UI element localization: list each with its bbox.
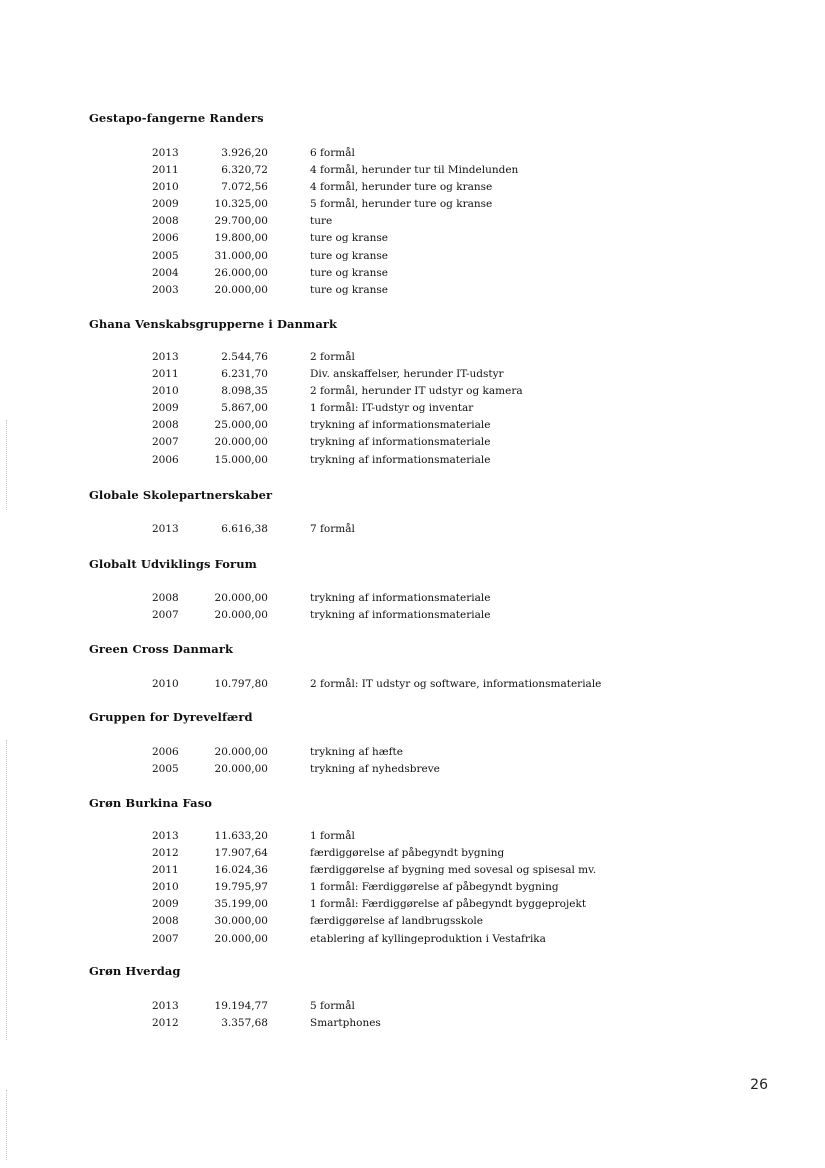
purpose-cell: trykning af informationsmateriale — [310, 592, 491, 604]
org-title: Green Cross Danmark — [89, 642, 234, 656]
purpose-cell: 1 formål: Færdiggørelse af påbegyndt bygning — [310, 881, 559, 894]
purpose-cell: 7 formål — [310, 523, 355, 535]
org-title: Globale Skolepartnerskaber — [89, 488, 273, 502]
amount-cell: 10.325,00 — [214, 198, 268, 211]
org-title: Grøn Burkina Faso — [89, 796, 213, 810]
year-cell: 2007 — [152, 436, 179, 449]
margin-mark — [6, 1090, 8, 1160]
grant-table — [0, 828, 825, 948]
purpose-cell: ture og kranse — [310, 232, 388, 245]
amount-cell: 6.616,38 — [221, 523, 268, 535]
table-row — [0, 845, 825, 862]
amount-cell: 20.000,00 — [214, 763, 268, 776]
table-row — [0, 162, 825, 179]
amount-cell: 31.000,00 — [214, 249, 268, 262]
year-cell: 2008 — [152, 215, 179, 228]
purpose-cell: 1 formål — [310, 830, 355, 842]
grant-table — [0, 676, 825, 693]
year-cell: 2008 — [152, 419, 179, 432]
amount-cell: 30.000,00 — [214, 915, 268, 928]
table-row — [0, 590, 825, 607]
table-row — [0, 607, 825, 624]
purpose-cell: Div. anskaffelser, herunder IT-udstyr — [310, 368, 504, 381]
table-row — [0, 179, 825, 196]
year-cell: 2008 — [152, 915, 179, 928]
year-cell: 2011 — [152, 164, 179, 177]
table-row — [0, 452, 825, 469]
year-cell: 2012 — [152, 847, 179, 860]
purpose-cell: 2 formål: IT udstyr og software, informationsmateriale — [310, 678, 602, 690]
table-row — [0, 998, 825, 1015]
year-cell: 2010 — [152, 385, 179, 398]
amount-cell: 29.700,00 — [214, 215, 268, 228]
amount-cell: 11.633,20 — [214, 830, 268, 842]
table-row — [0, 383, 825, 400]
amount-cell: 3.926,20 — [221, 147, 268, 159]
year-cell: 2005 — [152, 763, 179, 776]
amount-cell: 35.199,00 — [214, 898, 268, 911]
year-cell: 2013 — [152, 147, 179, 159]
year-cell: 2009 — [152, 402, 179, 415]
table-row — [0, 862, 825, 879]
year-cell: 2007 — [152, 609, 179, 622]
table-row — [0, 230, 825, 247]
purpose-cell: trykning af nyhedsbreve — [310, 763, 440, 776]
amount-cell: 8.098,35 — [221, 385, 268, 398]
purpose-cell: 1 formål: Færdiggørelse af påbegyndt byggeprojekt — [310, 898, 587, 911]
year-cell: 2013 — [152, 523, 179, 535]
purpose-cell: trykning af informationsmateriale — [310, 419, 491, 432]
amount-cell: 2.544,76 — [221, 351, 268, 363]
amount-cell: 6.320,72 — [221, 164, 268, 177]
grant-table — [0, 744, 825, 778]
grant-table — [0, 998, 825, 1032]
grant-table — [0, 145, 825, 299]
purpose-cell: trykning af hæfte — [310, 746, 403, 758]
amount-cell: 26.000,00 — [214, 266, 268, 279]
amount-cell: 20.000,00 — [214, 609, 268, 622]
page-number: 26 — [750, 1077, 768, 1093]
year-cell: 2010 — [152, 181, 179, 194]
purpose-cell: 4 formål, herunder ture og kranse — [310, 181, 493, 194]
purpose-cell: ture og kranse — [310, 283, 388, 296]
year-cell: 2013 — [152, 830, 179, 842]
purpose-cell: ture — [310, 215, 333, 228]
year-cell: 2013 — [152, 1000, 179, 1012]
table-row — [0, 417, 825, 434]
amount-cell: 17.907,64 — [214, 847, 268, 860]
year-cell: 2011 — [152, 368, 179, 381]
amount-cell: 10.797,80 — [214, 678, 268, 690]
table-row — [0, 282, 825, 299]
table-row — [0, 1015, 825, 1032]
purpose-cell: 5 formål, herunder ture og kranse — [310, 198, 493, 211]
purpose-cell: 6 formål — [310, 147, 355, 159]
table-row — [0, 744, 825, 761]
purpose-cell: trykning af informationsmateriale — [310, 609, 491, 622]
year-cell: 2012 — [152, 1017, 179, 1030]
purpose-cell: færdiggørelse af påbegyndt bygning — [310, 847, 505, 860]
table-row — [0, 931, 825, 948]
table-row — [0, 213, 825, 230]
year-cell: 2010 — [152, 881, 179, 894]
org-title: Ghana Venskabsgrupperne i Danmark — [89, 317, 338, 331]
year-cell: 2009 — [152, 198, 179, 211]
table-row — [0, 521, 825, 538]
purpose-cell: ture og kranse — [310, 249, 388, 262]
table-row — [0, 879, 825, 896]
purpose-cell: færdiggørelse af landbrugsskole — [310, 915, 483, 928]
amount-cell: 20.000,00 — [214, 283, 268, 296]
table-row — [0, 366, 825, 383]
table-row — [0, 913, 825, 930]
year-cell: 2005 — [152, 249, 179, 262]
amount-cell: 6.231,70 — [221, 368, 268, 381]
purpose-cell: Smartphones — [310, 1017, 381, 1030]
amount-cell: 20.000,00 — [214, 592, 268, 604]
table-row — [0, 676, 825, 693]
table-row — [0, 400, 825, 417]
grant-table — [0, 521, 825, 538]
purpose-cell: 1 formål: IT-udstyr og inventar — [310, 402, 474, 415]
grant-table — [0, 590, 825, 624]
year-cell: 2007 — [152, 932, 179, 945]
table-row — [0, 761, 825, 778]
amount-cell: 19.194,77 — [214, 1000, 268, 1012]
purpose-cell: 2 formål — [310, 351, 355, 363]
purpose-cell: trykning af informationsmateriale — [310, 453, 491, 466]
purpose-cell: etablering af kyllingeproduktion i Vestafrika — [310, 932, 546, 945]
table-row — [0, 434, 825, 451]
purpose-cell: trykning af informationsmateriale — [310, 436, 491, 449]
org-title: Gruppen for Dyrevelfærd — [89, 710, 253, 724]
grant-table — [0, 349, 825, 469]
org-title: Grøn Hverdag — [89, 964, 181, 978]
amount-cell: 5.867,00 — [221, 402, 268, 415]
purpose-cell: ture og kranse — [310, 266, 388, 279]
table-row — [0, 248, 825, 265]
amount-cell: 3.357,68 — [221, 1017, 268, 1030]
org-title: Globalt Udviklings Forum — [89, 557, 257, 571]
year-cell: 2006 — [152, 232, 179, 245]
amount-cell: 7.072,56 — [221, 181, 268, 194]
year-cell: 2003 — [152, 283, 179, 296]
year-cell: 2009 — [152, 898, 179, 911]
org-title: Gestapo-fangerne Randers — [89, 111, 264, 125]
year-cell: 2008 — [152, 592, 179, 604]
amount-cell: 19.800,00 — [214, 232, 268, 245]
purpose-cell: færdiggørelse af bygning med sovesal og spisesal mv. — [310, 864, 597, 877]
year-cell: 2010 — [152, 678, 179, 690]
table-row — [0, 196, 825, 213]
purpose-cell: 4 formål, herunder tur til Mindelunden — [310, 164, 519, 177]
amount-cell: 15.000,00 — [214, 453, 268, 466]
amount-cell: 20.000,00 — [214, 746, 268, 758]
table-row — [0, 145, 825, 162]
year-cell: 2004 — [152, 266, 179, 279]
purpose-cell: 5 formål — [310, 1000, 355, 1012]
year-cell: 2006 — [152, 453, 179, 466]
table-row — [0, 265, 825, 282]
amount-cell: 16.024,36 — [214, 864, 268, 877]
amount-cell: 20.000,00 — [214, 932, 268, 945]
table-row — [0, 828, 825, 845]
amount-cell: 20.000,00 — [214, 436, 268, 449]
year-cell: 2011 — [152, 864, 179, 877]
table-row — [0, 896, 825, 913]
table-row — [0, 349, 825, 366]
amount-cell: 25.000,00 — [214, 419, 268, 432]
year-cell: 2013 — [152, 351, 179, 363]
purpose-cell: 2 formål, herunder IT udstyr og kamera — [310, 385, 523, 398]
year-cell: 2006 — [152, 746, 179, 758]
amount-cell: 19.795,97 — [214, 881, 268, 894]
